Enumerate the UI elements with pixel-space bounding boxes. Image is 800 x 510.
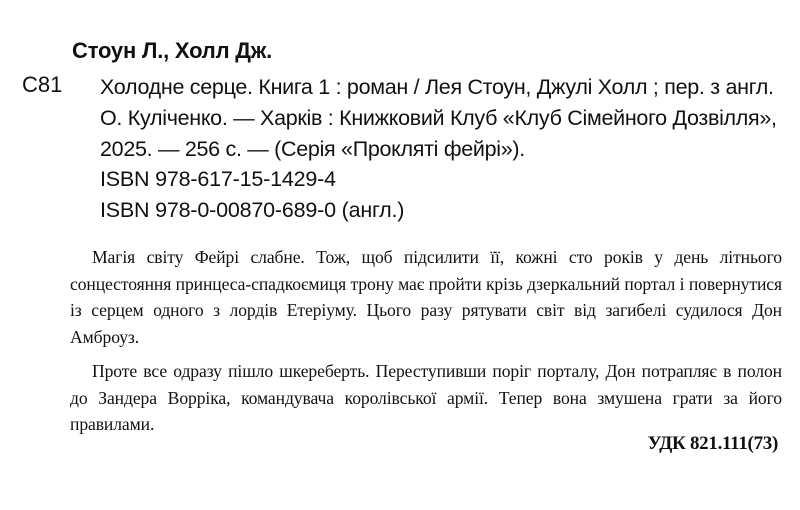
- annotation: [70, 244, 782, 438]
- bibliographic-entry: Холодне серце. Книга 1 : роман / Лея Стоун, Джулі Холл ; пер. з англ. О. Куліченко. — Харків : Книжковий Клуб «Клуб Сімейного Дозвілля», 2025. — 256 с. — (Серія «Прокляті фейрі»).: [100, 75, 777, 161]
- isbn-primary: ISBN 978-617-15-1429-4: [100, 167, 336, 191]
- annotation-paragraph: Проте все одразу пішло шкереберть. Переступивши поріг порталу, Дон потрапляє в полон до Зандера Ворріка, командувача королівської армії. Тепер вона змушена грати за його правилами.: [70, 361, 782, 434]
- author-mark: С81: [22, 72, 63, 97]
- isbn-original: ISBN 978-0-00870-689-0 (англ.): [100, 198, 405, 222]
- annotation-paragraph: Магія світу Фейрі слабне. Тож, щоб підсилити її, кожні сто років у день літнього сонцестояння принцеса-спадкоємиця трону має пройти крізь дзеркальний портал і повернутися із серцем одного з лордів Етеріуму. Цього разу рятувати світ від загибелі судилося Дон Амброуз.: [70, 247, 782, 347]
- author-heading: Стоун Л., Холл Дж.: [72, 38, 273, 63]
- udk-code: УДК 821.111(73): [647, 433, 778, 454]
